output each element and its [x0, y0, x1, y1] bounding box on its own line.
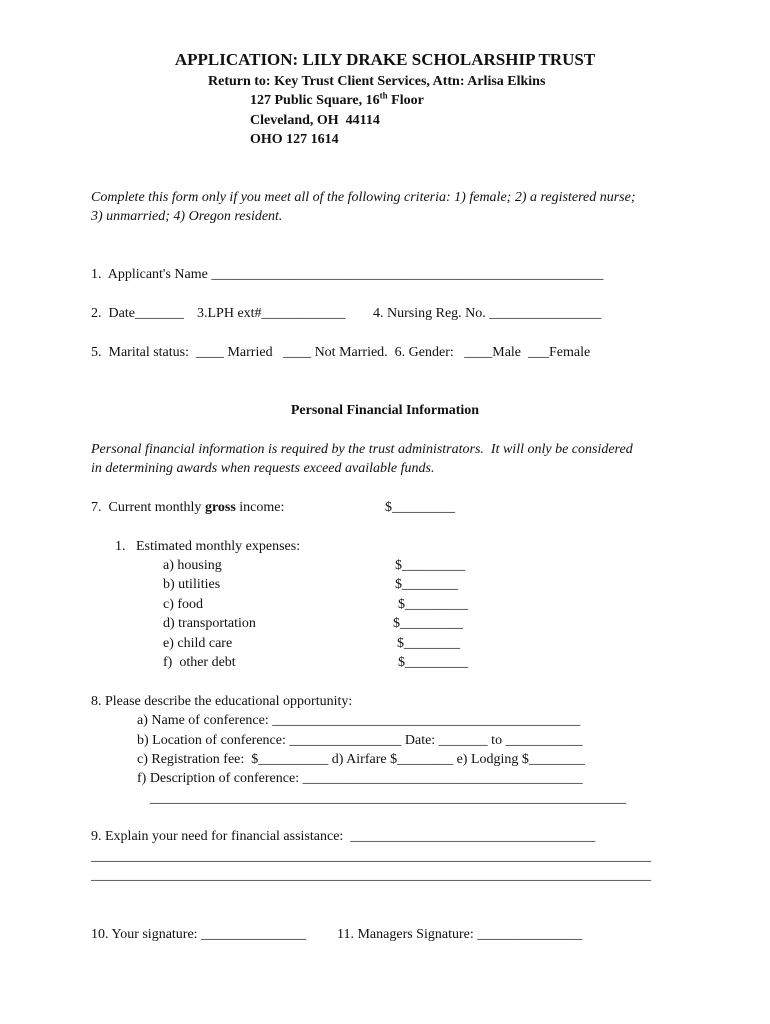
- address-line-2: Cleveland, OH 44114: [250, 113, 380, 128]
- gross-income-field[interactable]: $_________: [385, 500, 455, 515]
- gross-income-bold: gross: [204, 500, 236, 515]
- address-line-3: OHO 127 1614: [250, 132, 339, 147]
- conference-name-field[interactable]: a) Name of conference: ____________________________________________: [137, 713, 581, 728]
- expense-label: d) transportation: [163, 616, 256, 631]
- criteria-line-2: 3) unmarried; 4) Oregon resident.: [91, 209, 283, 224]
- expense-field[interactable]: $_________: [398, 597, 468, 612]
- applicant-name-field[interactable]: 1. Applicant's Name ________________________________________________________: [91, 267, 604, 282]
- expense-field[interactable]: $_________: [393, 616, 463, 631]
- date-field[interactable]: 2. Date_______: [91, 306, 184, 321]
- financial-note-line-2: in determining awards when requests exceed available funds.: [91, 461, 435, 476]
- financial-need-line[interactable]: ________________________________________________________________________________: [91, 849, 651, 864]
- gross-income-pre: 7. Current monthly: [91, 500, 205, 515]
- financial-heading: Personal Financial Information: [290, 403, 480, 418]
- expense-label: b) utilities: [163, 577, 221, 592]
- expense-label: e) child care: [163, 636, 233, 651]
- address-floor: Floor: [387, 93, 424, 108]
- expense-field[interactable]: $_________: [398, 655, 468, 670]
- address-line-1: [250, 92, 424, 110]
- gross-income-post: income:: [235, 500, 285, 515]
- conference-fees-field[interactable]: c) Registration fee: $__________ d) Airfare $________ e) Lodging $________: [137, 752, 585, 767]
- conference-location-field[interactable]: b) Location of conference: ________________ Date: _______ to ___________: [137, 733, 583, 748]
- expense-field[interactable]: $_________: [395, 558, 465, 573]
- expense-label: a) housing: [163, 558, 222, 573]
- financial-need-line[interactable]: ________________________________________________________________________________: [91, 868, 651, 883]
- conference-description-continued[interactable]: ____________________________________________________________________: [150, 791, 626, 806]
- conference-description-field[interactable]: f) Description of conference: ________________________________________: [137, 771, 583, 786]
- financial-need-field[interactable]: 9. Explain your need for financial assistance: ___________________________________: [91, 829, 596, 844]
- gross-income-label: [91, 499, 284, 517]
- expense-field[interactable]: $________: [397, 636, 460, 651]
- lph-ext-field[interactable]: 3.LPH ext#____________: [197, 306, 346, 321]
- expenses-heading: 1. Estimated monthly expenses:: [115, 539, 301, 554]
- financial-note-line-1: Personal financial information is required by the trust administrators. It will only be considered: [91, 442, 633, 457]
- form-title: APPLICATION: LILY DRAKE SCHOLARSHIP TRUST: [174, 50, 596, 69]
- expense-label: c) food: [163, 597, 204, 612]
- criteria-line-1: Complete this form only if you meet all of the following criteria: 1) female; 2) a registered nurse;: [91, 190, 636, 205]
- address-ordinal-suffix: th: [379, 90, 388, 101]
- manager-signature-field[interactable]: 11. Managers Signature: _______________: [337, 927, 583, 942]
- applicant-signature-field[interactable]: 10. Your signature: _______________: [91, 927, 307, 942]
- education-heading: 8. Please describe the educational opportunity:: [91, 694, 353, 709]
- marital-gender-field[interactable]: 5. Marital status: ____ Married ____ Not Married. 6. Gender: ____Male ___Female: [91, 345, 591, 360]
- nursing-reg-field[interactable]: 4. Nursing Reg. No. ________________: [373, 306, 602, 321]
- return-to-line: Return to: Key Trust Client Services, Attn: Arlisa Elkins: [208, 74, 546, 89]
- expense-label: f) other debt: [163, 655, 236, 670]
- expense-field[interactable]: $________: [395, 577, 458, 592]
- address-street: 127 Public Square, 16: [250, 93, 380, 108]
